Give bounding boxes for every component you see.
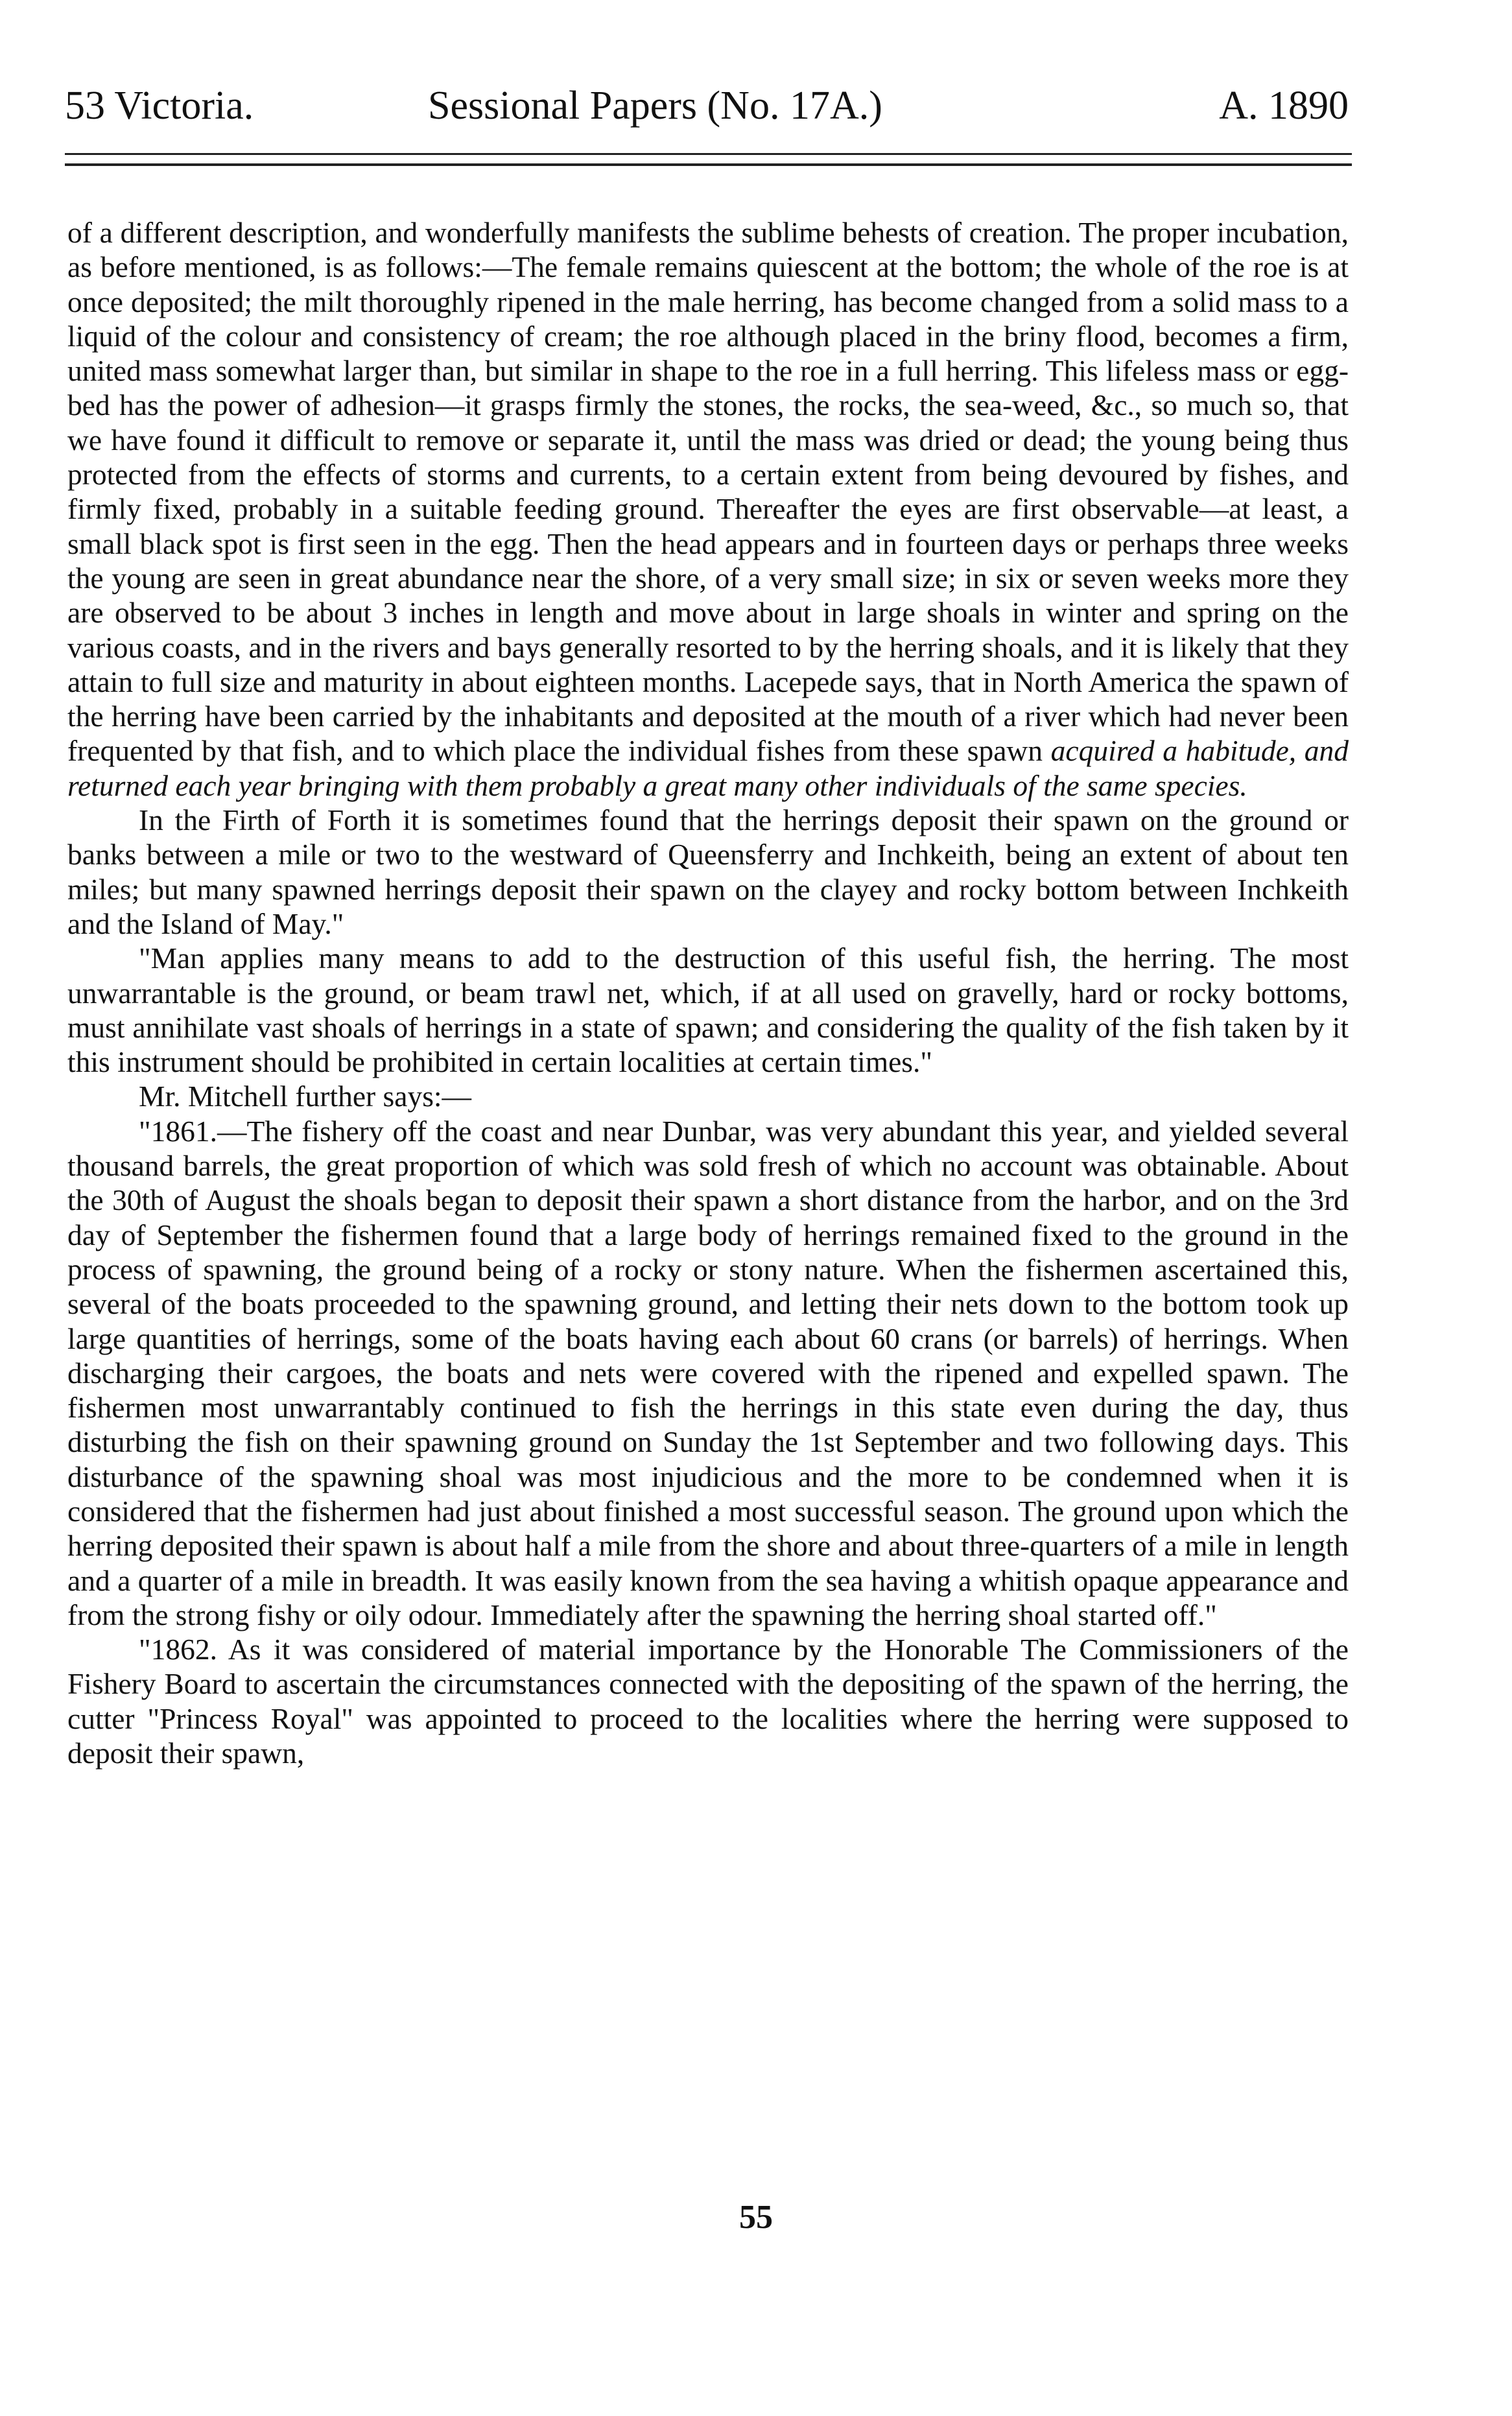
paragraph: In the Firth of Forth it is sometimes found that the herrings deposit their spawn on the ground or banks between a mile or two to the westward of Queensferry and Inchkeith, being an extent of about ten miles; but many spawned herrings deposit their spawn on the clayey and rocky bottom between Inchkeith and the Island of May." bbox=[67, 803, 1349, 940]
header-year: A. 1890 bbox=[1219, 84, 1349, 128]
paragraph: "1861.—The fishery off the coast and near Dunbar, was very abundant this year, and yielded several thousand barrels, the great proportion of which was sold fresh of which no account was obtainable. About the 30th of August the shoals began to deposit their spawn a short distance from the harbor, and on the 3rd day of September the fishermen found that a large body of herrings remained fixed to the ground in the process of spawning, the ground being of a rocky or stony nature. When the fishermen ascertained this, several of the boats proceeded to the spawning ground, and letting their nets down to the bottom took up large quantities of herrings, some of the boats having each about 60 crans (or barrels) of herrings. When discharging their cargoes, the boats and nets were covered with the ripened and expelled spawn. The fishermen most unwarrantably continued to fish the herrings in this state even during the day, thus disturbing the fish on their spawning ground on Sunday the 1st September and two following days. This disturbance of the spawning shoal was most injudicious and the more to be condemned when it is considered that the fishermen had just about finished a most successful season. The ground upon which the herring deposited their spawn is about half a mile from the shore and about three-quarters of a mile in length and a quarter of a mile in breadth. It was easily known from the sea having a whitish opaque appearance and from the strong fishy or oily odour. Immediately after the spawning the herring shoal started off." bbox=[67, 1114, 1349, 1631]
header-volume: 53 Victoria. bbox=[65, 84, 254, 128]
header-rule-thin bbox=[65, 153, 1352, 155]
header-rule-thick bbox=[65, 163, 1352, 166]
body-text bbox=[67, 215, 1349, 1770]
running-header bbox=[65, 77, 1349, 135]
page-number: 55 bbox=[739, 2199, 773, 2236]
header-title: Sessional Papers (No. 17A.) bbox=[428, 84, 882, 128]
paragraph-text: of a different description, and wonderfully manifests the sublime behests of creation. The proper incubation, as before mentioned, is as follows:—The female remains quiescent at the bottom; the whole of the roe is at once deposited; the milt thoroughly ripened in the male herring, has become changed from a solid mass to a liquid of the colour and consistency of cream; the roe although placed in the briny flood, becomes a firm, united mass somewhat larger than, but similar in shape to the roe in a full herring. This lifeless mass or egg-bed has the power of adhesion—it grasps firmly the stones, the rocks, the sea-weed, &c., so much so, that we have found it difficult to remove or separate it, until the mass was dried or dead; the young being thus protected from the effects of storms and currents, to a certain extent from being devoured by fishes, and firmly fixed, probably in a suitable feeding ground. Thereafter the eyes are first observable—at least, a small black spot is first seen in the egg. Then the head appears and in fourteen days or perhaps three weeks the young are seen in great abundance near the shore, of a very small size; in six or seven weeks more they are observed to be about 3 inches in length and move about in large shoals in winter and spring on the various coasts, and in the rivers and bays generally resorted to by the herring shoals, and it is likely that they attain to full size and maturity in about eighteen months. Lacepede says, that in North America the spawn of the herring have been carried by the inhabitants and deposited at the mouth of a river which had never been frequented by that fish, and to which place the individual fishes from these spawn bbox=[67, 216, 1349, 768]
paragraph: Mr. Mitchell further says:— bbox=[139, 1080, 472, 1113]
paragraph: "Man applies many means to add to the destruction of this useful fish, the herring. The most unwarrantable is the ground, or beam trawl net, which, if at all used on gravelly, hard or rocky bottoms, must annihilate vast shoals of herrings in a state of spawn; and considering the quality of the fish taken by it this instrument should be prohibited in certain localities at certain times." bbox=[67, 942, 1349, 1079]
paragraph-continuation bbox=[67, 215, 1349, 803]
paragraph: "1862. As it was considered of material importance by the Honorable The Commissioners of the Fishery Board to ascertain the circumstances connected with the depositing of the spawn of the herring, the cutter "Princess Royal" was appointed to proceed to the localities where the herring were supposed to deposit their spawn, bbox=[67, 1633, 1349, 1770]
italic-quote: acquired a habitude, and returned each year bringing with them probably a great many other individuals of the same species. bbox=[67, 734, 1349, 802]
